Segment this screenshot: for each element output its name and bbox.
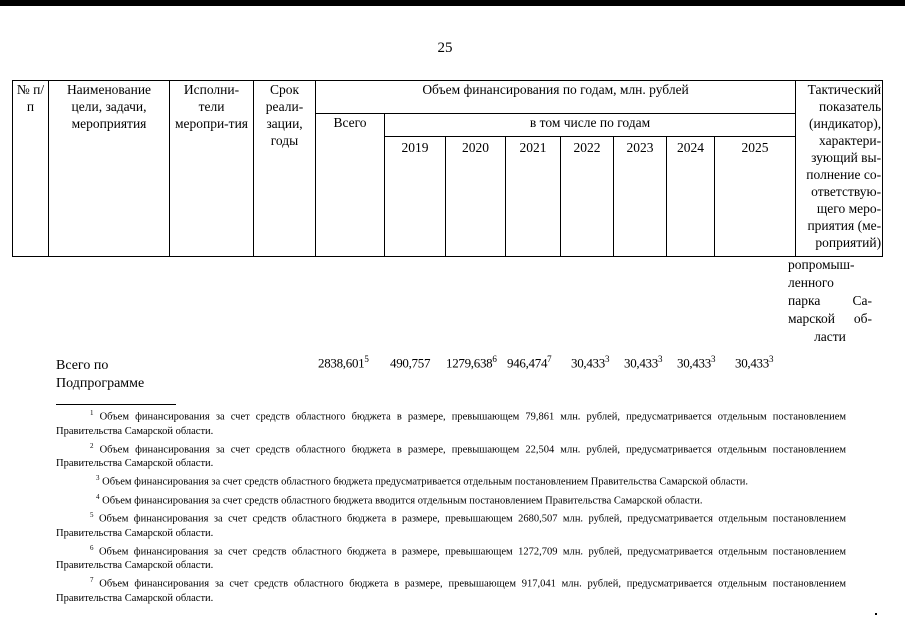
footnote: $^3$ Объем финансирования за счет средств областного бюджета предусматривается отдельным постановлением Правительства Самарской области. — [96, 474, 749, 488]
indicator-continuation-line: ласти — [814, 329, 846, 344]
header-executors: Исполни-тели меропри-тия — [170, 81, 254, 257]
page-top-border — [0, 0, 905, 6]
total-value-2021: 946,474$^7$ — [507, 354, 552, 371]
footnote-separator — [56, 404, 176, 405]
indicator-continuation-line: парка Са- — [788, 293, 872, 308]
funding-table-header — [12, 80, 883, 257]
total-value-2019: 490,757 — [390, 355, 431, 371]
total-value-2022: 30,433$^3$ — [571, 354, 610, 371]
header-year: 2022 — [561, 137, 614, 257]
total-value-2024: 30,433$^3$ — [677, 354, 716, 371]
footnotes — [56, 406, 846, 606]
header-year: 2021 — [506, 137, 561, 257]
footnote: $^2$ Объем финансирования за счет средств областного бюджета в размере, превышающем 22,504 млн. рублей, предусматривается отдельным постановлением Правительства Самарской области. — [56, 441, 846, 469]
header-indicator: Тактический показатель (индикатор), характери-зующий вы-полнение со-ответствую-щего меро-приятия (ме-роприятий) — [796, 81, 883, 257]
page-number: 25 — [437, 40, 453, 56]
header-name: Наименование цели, задачи, мероприятия — [49, 81, 170, 257]
indicator-continuation-line: ропромыш- — [788, 257, 855, 272]
scan-speck — [875, 613, 877, 615]
total-value-2020: 1279,638$^6$ — [446, 354, 497, 371]
total-row-label: Всего по Подпрограмме — [56, 358, 145, 391]
indicator-continuation-line: ленного — [788, 275, 834, 290]
header-year: 2020 — [446, 137, 506, 257]
footnote: $^7$ Объем финансирования за счет средств областного бюджета в размере, превышающем 917,041 млн. рублей, предусматривается отдельным постановлением Правительства Самарской области. — [56, 576, 846, 604]
header-num: № п/п — [13, 81, 49, 257]
footnote: $^6$ Объем финансирования за счет средств областного бюджета в размере, превышающем 1272,709 млн. рублей, предусматривается отдельным постановлением Правительства Самарской области. — [56, 543, 846, 571]
header-year: 2023 — [614, 137, 667, 257]
header-year: 2024 — [667, 137, 715, 257]
header-incl-years: в том числе по годам — [385, 114, 796, 137]
footnote: $^5$ Объем финансирования за счет средств областного бюджета в размере, превышающем 2680,507 млн. рублей, предусматривается отдельным постановлением Правительства Самарской области. — [56, 511, 846, 539]
indicator-continuation-line: марской об- — [788, 311, 872, 326]
footnote: $^1$ Объем финансирования за счет средств областного бюджета в размере, превышающем 79,861 млн. рублей, предусматривается отдельным постановлением Правительства Самарской области. — [56, 409, 846, 437]
total-value-2023: 30,433$^3$ — [624, 354, 663, 371]
header-year: 2025 — [715, 137, 796, 257]
header-total: Всего — [316, 114, 385, 257]
header-term: Срок реали-зации, годы — [254, 81, 316, 257]
total-value-all: 2838,601$^5$ — [318, 354, 369, 371]
header-year: 2019 — [385, 137, 446, 257]
indicator-continuation — [788, 256, 872, 346]
footnote: $^4$ Объем финансирования за счет средств областного бюджета вводится отдельным постановлением Правительства Самарской области. — [96, 492, 703, 506]
total-value-2025: 30,433$^3$ — [735, 354, 774, 371]
header-funding-title: Объем финансирования по годам, млн. рублей — [316, 81, 796, 114]
